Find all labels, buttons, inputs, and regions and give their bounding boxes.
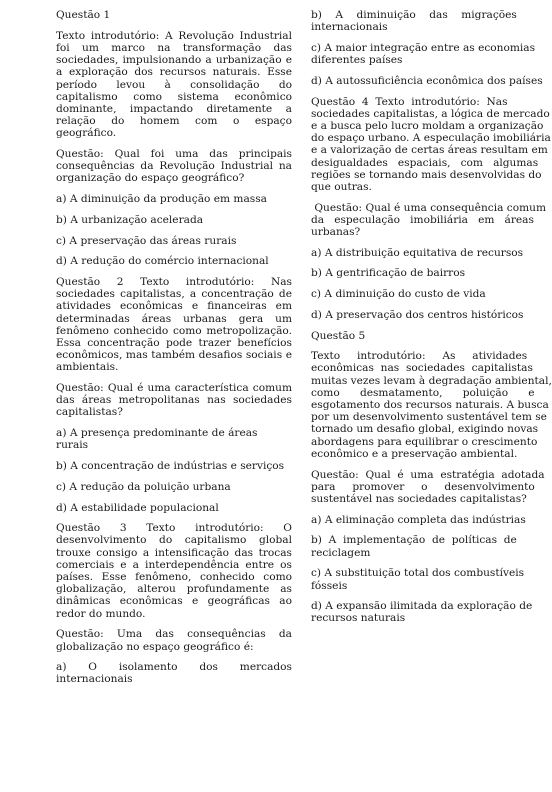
text-line: d) A expansão ilimitada da exploração de [311, 600, 533, 613]
text-line: Questão: Qual é uma consequência comum [311, 201, 547, 214]
text-line: desigualdades espaciais, com algumas [311, 156, 539, 169]
text-line: d) A autossuficiência econômica dos países [311, 74, 543, 87]
text-line: abordagens para equilibrar o crescimento [311, 435, 538, 448]
q5-intro [311, 350, 552, 460]
q1-option-b: b) A urbanização acelerada [56, 213, 204, 226]
q5-option-a [311, 514, 526, 526]
q3-option-b [311, 9, 526, 33]
text-line: que outras. [311, 180, 372, 193]
q1-option-a: a) A diminuição da produção em massa [56, 193, 267, 206]
q1-question-text: Questão: Qual foi uma das principais consequências da Revolução Industrial na organização do espaço geográfico? [56, 148, 292, 185]
q3-option-a: a) O isolamento dos mercados internacionais [56, 661, 292, 686]
text-line: c) A substituição total dos combustíveis [311, 567, 525, 580]
text-line: c) A diminuição do custo de vida [311, 288, 486, 301]
text-line: tornado um desafio global, exigindo novas [311, 423, 539, 436]
q4-option-c [311, 288, 526, 300]
q5-heading [311, 330, 526, 342]
text-line: econômicas nas sociedades capitalistas [311, 362, 533, 375]
q4-option-b [311, 267, 526, 279]
text-line: recursos naturais [311, 612, 406, 625]
q3-option-d [311, 74, 543, 87]
q1-option-d: d) A redução do comércio internacional [56, 255, 269, 268]
text-line: internacionais [311, 21, 388, 34]
q3-question-text: Questão: Uma das consequências da globalização no espaço geográfico é: [56, 628, 292, 653]
q2-option-d: d) A estabilidade populacional [56, 501, 219, 514]
text-line: e a busca pelo lucro moldam a organização [311, 119, 544, 132]
q1-option-c: c) A preservação das áreas rurais [56, 234, 237, 247]
text-line: esgotamento dos recursos naturais. A busca [311, 399, 549, 412]
text-line: Questão 4 Texto introdutório: Nas [311, 95, 508, 108]
text-line: b) A diminuição das migrações [311, 9, 517, 21]
text-line: muitas vezes levam à degradação ambiental, [311, 374, 552, 387]
text-line: fósseis [311, 579, 348, 592]
q3-intro-text: Questão 3 Texto introdutório: O desenvolvimento do capitalismo global trouxe consigo a intensificação das trocas comerciais e a interdependência entre os países. Esse fenômeno, conhecido como globalização, alterou profundamente as dinâmicas econômicas e geográficas ao redor do mundo. [56, 522, 292, 620]
text-line: diferentes países [311, 54, 403, 67]
text-line: do espaço urbano. A especulação imobiliária [311, 132, 551, 145]
text-line: da especulação imobiliária em áreas [311, 213, 534, 226]
text-line: para promover o desenvolvimento [311, 480, 535, 493]
text-line: b) A implementação de políticas de [311, 534, 517, 547]
q4-option-d [311, 309, 526, 321]
q2-option-c: c) A redução da poluição urbana [56, 480, 231, 493]
q2-option-a: a) A presença predominante de áreas rurais [56, 427, 258, 452]
q4-question [311, 201, 547, 239]
text-line: por um desenvolvimento sustentável tem se [311, 411, 547, 424]
q4-intro [311, 95, 551, 194]
text-line: Questão: Qual é uma estratégia adotada [311, 468, 545, 481]
text-line: d) A preservação dos centros históricos [311, 308, 524, 321]
q3-option-c [311, 41, 536, 67]
text-line: como desmatamento, poluição e [311, 386, 535, 399]
text-line: Questão 5 [311, 329, 366, 342]
right-column [311, 9, 552, 633]
q5-option-b [311, 534, 526, 558]
q5-question [311, 468, 545, 506]
q1-intro-text: Texto introdutório: A Revolução Industrial foi um marco na transformação das sociedades, impulsionando a urbanização e a exploração dos recursos naturais. Esse período levou à consolidação do capitalismo como sistema econômico dominante, impactando diretamente a relação do homem com o espaço geográfico. [56, 29, 292, 140]
q2-question-text: Questão: Qual é uma característica comum das áreas metropolitanas nas sociedades capitalistas? [56, 382, 292, 419]
q2-option-b: b) A concentração de indústrias e serviços [56, 460, 285, 473]
text-line: b) A gentrificação de bairros [311, 267, 466, 280]
q4-option-a [311, 247, 526, 259]
text-line: sociedades capitalistas, a lógica de mercado [311, 107, 550, 120]
q1-heading: Questão 1 [56, 9, 111, 21]
text-line: a) A distribuição equitativa de recursos [311, 246, 524, 259]
text-line: c) A maior integração entre as economias [311, 41, 536, 54]
text-line: regiões se tornando mais desenvolvidas do [311, 168, 542, 181]
left-column [56, 9, 292, 694]
text-line: Texto introdutório: As atividades [311, 350, 528, 363]
q2-intro-text: Questão 2 Texto introdutório: Nas sociedades capitalistas, a concentração de atividades econômicas e financeiras em determinadas áreas urbanas gera um fenômeno conhecido como metropolização. Essa concentração pode trazer benefícios econômicos, mas também desafios sociais e ambientais. [56, 275, 292, 374]
text-line: reciclagem [311, 546, 371, 559]
q5-option-d [311, 600, 533, 625]
text-line: sustentável nas sociedades capitalistas? [311, 493, 527, 505]
text-line: a) A eliminação completa das indústrias [311, 513, 526, 526]
text-line: econômico e a preservação ambiental. [311, 447, 518, 460]
text-line: e a valorização de certas áreas resultam em [311, 144, 548, 157]
text-line: urbanas? [311, 226, 361, 239]
q5-option-c [311, 567, 526, 591]
